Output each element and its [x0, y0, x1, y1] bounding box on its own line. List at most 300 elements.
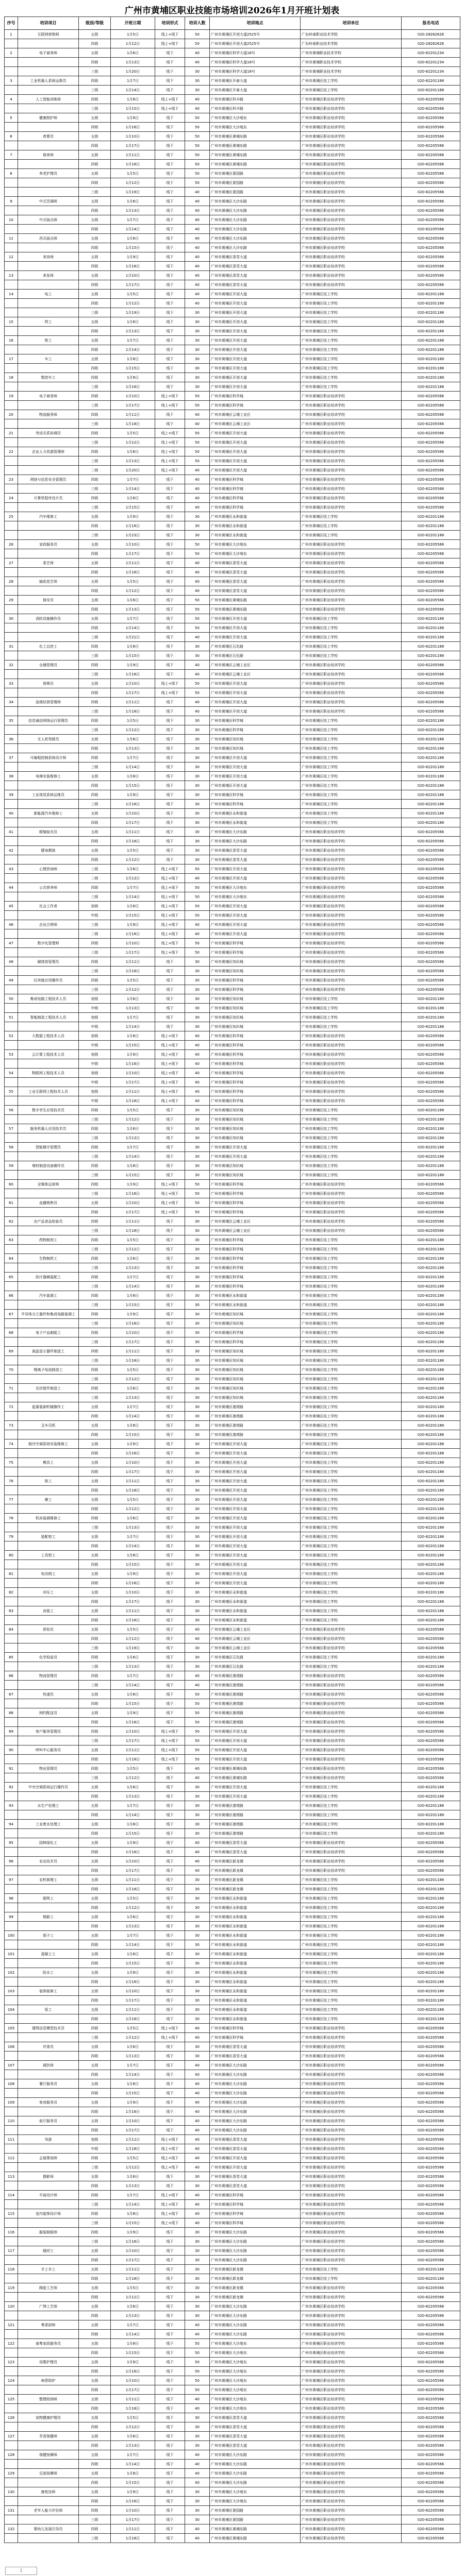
- phone: 020-82201188: [402, 1458, 460, 1467]
- row-number: [5, 1467, 18, 1477]
- training-mode: 线下: [155, 1569, 185, 1579]
- training-address: 广州市黄埔区永和街道: [210, 1597, 301, 1606]
- trainee-count: 30: [185, 753, 210, 762]
- trainee-count: 40: [185, 484, 210, 494]
- row-number: [5, 2052, 18, 2061]
- start-date: 1月11日: [111, 2265, 155, 2274]
- training-address: 广州市黄埔区开创大道: [210, 865, 301, 874]
- table-row: [5, 243, 460, 252]
- phone: 020-82205566: [402, 2460, 460, 2469]
- row-number: 58: [5, 1143, 18, 1152]
- training-item: [18, 1375, 79, 1384]
- training-org: 广州市黄埔区职业培训学校: [301, 2348, 402, 2358]
- phone: 020-82205566: [402, 2320, 460, 2330]
- training-item: [18, 1959, 79, 1968]
- level: 三级: [79, 892, 111, 902]
- level: 初级: [79, 902, 111, 911]
- start-date: 1月17日: [111, 818, 155, 827]
- training-address: 广州市黄埔区香雪大道: [210, 2135, 301, 2144]
- training-mode: 线下: [155, 2339, 185, 2348]
- phone: 020-82201188: [402, 76, 460, 86]
- level: 五级: [79, 271, 111, 280]
- training-address: 广州市黄埔区开创大道: [210, 308, 301, 317]
- training-address: 广州市黄埔区开创大道: [210, 345, 301, 354]
- table-row: [5, 911, 460, 920]
- training-item: [18, 2274, 79, 2283]
- training-mode: 线上+线下: [155, 1078, 185, 1087]
- start-date: 1月10日: [111, 271, 155, 280]
- table-row: [5, 660, 460, 670]
- row-number: 44: [5, 883, 18, 892]
- training-address: 广州市黄埔区大沙东路: [210, 2469, 301, 2478]
- level: 三级: [79, 1523, 111, 1532]
- training-org: 广州市黄埔区技工学校: [301, 327, 402, 336]
- start-date: 1月14日: [111, 1412, 155, 1421]
- trainee-count: 30: [185, 1337, 210, 1347]
- phone: 020-82201188: [402, 1300, 460, 1310]
- trainee-count: 30: [185, 2274, 210, 2283]
- training-org: 广州市黄埔区技工学校: [301, 1950, 402, 1959]
- training-address: 广州市黄埔区开创大道: [210, 382, 301, 392]
- start-date: 1月15日: [111, 364, 155, 373]
- level: 四级: [79, 1940, 111, 1950]
- training-address: 广州市黄埔区永和街道: [210, 1894, 301, 1903]
- training-org: 广州市黄埔区职业培训学校: [301, 967, 402, 976]
- phone: 020-82201188: [402, 1430, 460, 1439]
- level: 五级: [79, 2358, 111, 2367]
- training-mode: 线下: [155, 2432, 185, 2441]
- start-date: 1月19日: [111, 188, 155, 197]
- row-number: [5, 2497, 18, 2506]
- phone: 020-82201188: [402, 1004, 460, 1013]
- phone: 020-82201188: [402, 2005, 460, 2014]
- start-date: 1月8日: [111, 1421, 155, 1430]
- training-address: 广州市黄埔区科学城: [210, 1189, 301, 1198]
- training-address: 广州市黄埔区港湾路: [210, 1708, 301, 1718]
- training-address: 广州市黄埔区科学城: [210, 1096, 301, 1106]
- training-address: 广州市黄埔区知识城: [210, 1115, 301, 1124]
- training-address: 广州市黄埔区港湾路: [210, 1829, 301, 1838]
- trainee-count: 50: [185, 688, 210, 698]
- trainee-count: 30: [185, 1560, 210, 1569]
- table-row: [5, 929, 460, 939]
- training-mode: 线下: [155, 1922, 185, 1931]
- row-number: 50: [5, 994, 18, 1004]
- start-date: 1月18日: [111, 2534, 155, 2543]
- trainee-count: 30: [185, 1792, 210, 1801]
- training-item: 新能源汽车维修工: [18, 809, 79, 818]
- training-address: 广州市黄埔区永和街道: [210, 1959, 301, 1968]
- level: 三级: [79, 503, 111, 512]
- trainee-count: 40: [185, 299, 210, 308]
- trainee-count: 40: [185, 2079, 210, 2089]
- training-mode: 线下: [155, 2014, 185, 2024]
- start-date: 1月17日: [111, 1078, 155, 1087]
- phone: 020-82201188: [402, 623, 460, 633]
- page-number: 1: [5, 2567, 37, 2575]
- level: 四级: [79, 1328, 111, 1337]
- row-number: [5, 104, 18, 113]
- training-item: 防水工: [18, 1968, 79, 1977]
- table-row: [5, 1180, 460, 1189]
- training-item: [18, 1792, 79, 1801]
- row-number: [5, 1736, 18, 1745]
- training-address: 广州市黄埔区大沙东路: [210, 2311, 301, 2320]
- training-address: 广州市黄埔区香雪大道: [210, 262, 301, 271]
- table-row: [5, 2079, 460, 2089]
- training-org: 广州市黄埔区职业培训学校: [301, 113, 402, 123]
- start-date: 1月10日: [111, 392, 155, 401]
- phone: 020-82201188: [402, 1820, 460, 1829]
- row-number: [5, 1681, 18, 1690]
- trainee-count: 30: [185, 1477, 210, 1486]
- trainee-count: 40: [185, 1078, 210, 1087]
- trainee-count: 30: [185, 1875, 210, 1885]
- start-date: 1月9日: [111, 2228, 155, 2237]
- trainee-count: 50: [185, 2358, 210, 2367]
- trainee-count: 40: [185, 1087, 210, 1096]
- training-mode: 线上+线下: [155, 688, 185, 698]
- level: 五级: [79, 2395, 111, 2404]
- training-mode: 线上+线下: [155, 874, 185, 883]
- phone: 020-82205566: [402, 902, 460, 911]
- level: 四级: [79, 1699, 111, 1708]
- training-item: [18, 419, 79, 429]
- training-org: 广州市黄埔区职业培训学校: [301, 178, 402, 188]
- training-mode: 线下: [155, 818, 185, 827]
- training-item: [18, 1885, 79, 1894]
- row-number: [5, 623, 18, 633]
- level: 三级: [79, 800, 111, 809]
- start-date: 1月12日: [111, 2422, 155, 2432]
- row-number: [5, 1449, 18, 1458]
- training-org: 广州市黄埔区职业培训学校: [301, 262, 402, 271]
- start-date: 1月13日: [111, 2311, 155, 2320]
- start-date: 1月9日: [111, 1838, 155, 1848]
- level: 二级: [79, 466, 111, 475]
- training-address: 广州市黄埔区永和街道: [210, 1977, 301, 1987]
- training-mode: 线下: [155, 2005, 185, 2014]
- table-row: [5, 698, 460, 707]
- training-org: 广州市黄埔区技工学校: [301, 753, 402, 762]
- training-mode: 线下: [155, 243, 185, 252]
- training-org: 广州市黄埔区技工学校: [301, 1968, 402, 1977]
- training-address: 广州市黄埔区开创大道: [210, 1736, 301, 1745]
- level: 四级: [79, 716, 111, 725]
- start-date: 1月13日: [111, 1523, 155, 1532]
- start-date: 1月14日: [111, 762, 155, 772]
- training-plan-table: [4, 16, 460, 2543]
- training-item: [18, 206, 79, 215]
- trainee-count: 40: [185, 1866, 210, 1875]
- training-address: 广州市黄埔区云埔工业区: [210, 1643, 301, 1653]
- training-org: 广州市黄埔区技工学校: [301, 1337, 402, 1347]
- start-date: 1月21日: [111, 633, 155, 642]
- training-org: 广州市黄埔区职业培训学校: [301, 1718, 402, 1727]
- start-date: 1月7日: [111, 2320, 155, 2330]
- trainee-count: 50: [185, 39, 210, 48]
- row-number: [5, 1152, 18, 1161]
- start-date: 1月5日: [111, 2413, 155, 2422]
- row-number: 100: [5, 1931, 18, 1940]
- table-row: [5, 642, 460, 651]
- trainee-count: 30: [185, 967, 210, 976]
- trainee-count: 50: [185, 902, 210, 911]
- phone: 020-82205566: [402, 2524, 460, 2534]
- training-item: [18, 243, 79, 252]
- table-row: [5, 1727, 460, 1736]
- training-org: 广州市黄埔区职业培训学校: [301, 2311, 402, 2320]
- level: 初级: [79, 1031, 111, 1041]
- table-row: [5, 290, 460, 299]
- table-row: [5, 2395, 460, 2404]
- table-row: [5, 1069, 460, 1078]
- trainee-count: 30: [185, 1421, 210, 1430]
- phone: 020-82201234: [402, 67, 460, 76]
- table-row: [5, 586, 460, 596]
- table-row: [5, 2413, 460, 2422]
- table-row: [5, 985, 460, 994]
- training-org: 广州市黄埔区职业培训学校: [301, 1764, 402, 1773]
- phone: 020-82205566: [402, 577, 460, 586]
- table-row: [5, 2404, 460, 2413]
- table-row: [5, 874, 460, 883]
- level: 五级: [79, 317, 111, 327]
- training-address: 广州市黄埔区夏园路: [210, 2515, 301, 2524]
- training-address: 广州市黄埔区大沙东路: [210, 243, 301, 252]
- phone: 020-82201188: [402, 1124, 460, 1133]
- table-row: [5, 1300, 460, 1310]
- training-mode: 线下: [155, 2506, 185, 2515]
- level: 五级: [79, 132, 111, 141]
- phone: 020-82205566: [402, 2116, 460, 2126]
- trainee-count: 30: [185, 345, 210, 354]
- training-item: 园林绿化工: [18, 1838, 79, 1848]
- level: 五级: [79, 540, 111, 549]
- training-org: 广州市黄埔区职业培训学校: [301, 2061, 402, 2070]
- training-address: 广州市黄埔区大沙东路: [210, 2107, 301, 2116]
- training-address: 广州市黄埔区开创大道: [210, 354, 301, 364]
- training-mode: 线上+线下: [155, 2163, 185, 2172]
- start-date: 1月17日: [111, 549, 155, 558]
- start-date: 1月5日: [111, 1235, 155, 1245]
- level: 五级: [79, 1987, 111, 1996]
- training-org: 广州市黄埔区职业培训学校: [301, 2339, 402, 2348]
- training-org: 广州市黄埔区职业培训学校: [301, 2302, 402, 2311]
- row-number: 104: [5, 2005, 18, 2014]
- training-mode: 线下: [155, 1263, 185, 1273]
- training-item: [18, 2256, 79, 2265]
- phone: 020-82205566: [402, 2126, 460, 2135]
- phone: 020-82205566: [402, 1736, 460, 1745]
- training-item: 婴幼儿发展引导员: [18, 2524, 79, 2534]
- table-row: [5, 1059, 460, 1069]
- training-item: 架子工: [18, 1931, 79, 1940]
- row-number: [5, 1282, 18, 1291]
- training-org: 广州市黄埔区职业培训学校: [301, 2515, 402, 2524]
- phone: 020-82205566: [402, 225, 460, 234]
- phone: 020-82205566: [402, 1059, 460, 1069]
- table-row: [5, 818, 460, 827]
- training-item: [18, 1467, 79, 1477]
- phone: 020-82205566: [402, 2172, 460, 2181]
- start-date: 1月10日: [111, 1588, 155, 1597]
- level: 三级: [79, 1356, 111, 1365]
- row-number: 12: [5, 252, 18, 262]
- row-number: 95: [5, 1838, 18, 1848]
- training-org: 广州市黄埔区技工学校: [301, 354, 402, 364]
- row-number: 15: [5, 317, 18, 327]
- training-org: 广州市黄埔区职业培训学校: [301, 846, 402, 855]
- start-date: 1月5日: [111, 2283, 155, 2293]
- training-item: [18, 568, 79, 577]
- row-number: [5, 484, 18, 494]
- row-number: [5, 58, 18, 67]
- trainee-count: 30: [185, 735, 210, 744]
- training-org: 广州市黄埔区技工学校: [301, 1551, 402, 1560]
- start-date: 1月15日: [111, 911, 155, 920]
- phone: 020-82201188: [402, 1495, 460, 1504]
- training-mode: 线上+线下: [155, 1069, 185, 1078]
- start-date: 1月16日: [111, 1449, 155, 1458]
- trainee-count: 40: [185, 2089, 210, 2098]
- training-org: 广州市黄埔区职业培训学校: [301, 95, 402, 104]
- training-mode: 线下: [155, 1597, 185, 1606]
- level: 三级: [79, 2218, 111, 2228]
- training-item: 制冷空调系统安装维修工: [18, 1439, 79, 1449]
- table-row: [5, 1486, 460, 1495]
- table-row: [5, 1977, 460, 1987]
- table-row: [5, 1541, 460, 1551]
- level: 四级: [79, 1671, 111, 1681]
- trainee-count: 30: [185, 1977, 210, 1987]
- phone: 020-82205566: [402, 2256, 460, 2265]
- phone: 020-82201188: [402, 1560, 460, 1569]
- training-item: 家政服务员: [18, 540, 79, 549]
- training-address: 广州市黄埔区黄埔东路: [210, 2524, 301, 2534]
- training-address: 广州市黄埔区永和街道: [210, 2005, 301, 2014]
- phone: 020-82201188: [402, 1514, 460, 1523]
- level: 五级: [79, 1421, 111, 1430]
- table-row: [5, 1273, 460, 1282]
- training-address: 广州市黄埔区永和街道: [210, 1922, 301, 1931]
- start-date: 1月16日: [111, 800, 155, 809]
- training-item: 网络与信息安全管理员: [18, 475, 79, 484]
- table-row: [5, 1078, 460, 1087]
- row-number: [5, 1885, 18, 1894]
- training-org: 广州市黄埔区职业培训学校: [301, 2283, 402, 2293]
- training-org: 广州市黄埔区技工学校: [301, 1996, 402, 2005]
- level: 四级: [79, 2126, 111, 2135]
- trainee-count: 30: [185, 1124, 210, 1133]
- training-item: [18, 1115, 79, 1124]
- trainee-count: 50: [185, 540, 210, 549]
- level: 三级: [79, 2237, 111, 2246]
- level: 四级: [79, 1180, 111, 1189]
- trainee-count: 30: [185, 827, 210, 837]
- training-mode: 线上+线下: [155, 392, 185, 401]
- table-row: [5, 2432, 460, 2441]
- table-row: [5, 957, 460, 967]
- level: 五级: [79, 1477, 111, 1486]
- row-number: [5, 86, 18, 95]
- start-date: 1月11日: [111, 558, 155, 568]
- row-number: [5, 2274, 18, 2283]
- training-address: 广州市黄埔区云埔工业区: [210, 419, 301, 429]
- row-number: 126: [5, 2413, 18, 2422]
- training-item: [18, 1579, 79, 1588]
- trainee-count: 40: [185, 2135, 210, 2144]
- start-date: 1月13日: [111, 206, 155, 215]
- trainee-count: 30: [185, 818, 210, 827]
- phone: 020-82205566: [402, 1031, 460, 1041]
- training-item: [18, 2441, 79, 2450]
- training-item: 混凝土工: [18, 1950, 79, 1959]
- training-org: 广州市黄埔区职业培训学校: [301, 503, 402, 512]
- training-address: 广州市黄埔区开创大道: [210, 1439, 301, 1449]
- training-mode: 线下: [155, 558, 185, 568]
- training-org: 广州市黄埔区技工学校: [301, 1662, 402, 1671]
- table-row: [5, 521, 460, 531]
- start-date: 1月13日: [111, 605, 155, 614]
- trainee-count: 50: [185, 2376, 210, 2385]
- training-item: 母婴护理员: [18, 2358, 79, 2367]
- level: 三级: [79, 1736, 111, 1745]
- row-number: [5, 1597, 18, 1606]
- table-row: [5, 2283, 460, 2293]
- table-row: [5, 1829, 460, 1838]
- training-mode: 线下: [155, 855, 185, 865]
- training-address: 广州市黄埔区开创大道: [210, 447, 301, 456]
- training-address: 广州市黄埔区永和街道: [210, 531, 301, 540]
- table-row: [5, 2265, 460, 2274]
- training-mode: 线下: [155, 642, 185, 651]
- row-number: 60: [5, 1180, 18, 1189]
- phone: 020-82205566: [402, 1198, 460, 1208]
- level: 四级: [79, 410, 111, 419]
- level: 五级: [79, 48, 111, 58]
- training-mode: 线下: [155, 549, 185, 558]
- phone: 020-82201188: [402, 290, 460, 299]
- phone: 020-82205566: [402, 1681, 460, 1690]
- table-row: [5, 1347, 460, 1356]
- row-number: [5, 929, 18, 939]
- level: 四级: [79, 2330, 111, 2339]
- trainee-count: 50: [185, 1745, 210, 1755]
- training-address: 广州市黄埔区科学大道18号: [210, 67, 301, 76]
- start-date: 1月19日: [111, 308, 155, 317]
- table-row: [5, 123, 460, 132]
- trainee-count: 40: [185, 1838, 210, 1848]
- training-org: 广州市黄埔区职业培训学校: [301, 586, 402, 596]
- table-row: [5, 206, 460, 215]
- level: 中级: [79, 1078, 111, 1087]
- training-org: 广州市黄埔区职业培训学校: [301, 540, 402, 549]
- training-mode: 线下: [155, 1486, 185, 1495]
- training-mode: 线下: [155, 586, 185, 596]
- start-date: 1月12日: [111, 2033, 155, 2042]
- phone: 020-82205566: [402, 1189, 460, 1198]
- row-number: 121: [5, 2320, 18, 2330]
- level: 四级: [79, 1291, 111, 1300]
- training-org: 广州市黄埔区技工学校: [301, 1885, 402, 1894]
- training-mode: 线下: [155, 1458, 185, 1467]
- training-mode: 线下: [155, 827, 185, 837]
- training-item: [18, 1699, 79, 1708]
- training-mode: 线下: [155, 1653, 185, 1662]
- trainee-count: 30: [185, 2181, 210, 2191]
- phone: 020-82205566: [402, 865, 460, 874]
